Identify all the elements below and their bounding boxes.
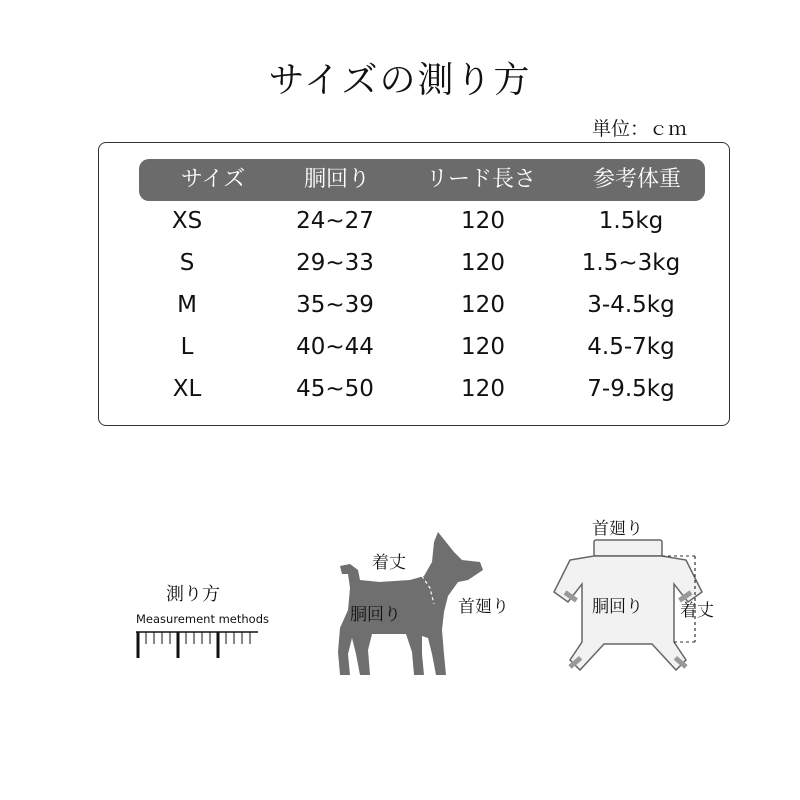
cell-size: XL [172, 376, 202, 402]
table-row [99, 243, 731, 283]
table-row [99, 201, 731, 241]
table-row [99, 369, 731, 409]
cell-size: S [179, 250, 195, 276]
cell-girth: 35~39 [296, 292, 374, 318]
page-title: サイズの測り方 [268, 60, 532, 101]
cell-lead: 120 [461, 376, 505, 402]
unit-label: 単位：ｃｍ [592, 118, 688, 140]
measuring-tape-icon [132, 628, 262, 662]
table-header [139, 159, 705, 201]
cell-lead: 120 [461, 292, 505, 318]
header-weight: 参考体重 [592, 167, 681, 192]
measure-sub-label: Measurement methods [136, 612, 270, 626]
measure-label: 測り方 [166, 584, 220, 605]
dog-length-label: 着丈 [372, 553, 406, 573]
cell-size: XS [171, 208, 203, 234]
cell-weight: 7-9.5kg [587, 376, 675, 402]
cell-lead: 120 [461, 208, 505, 234]
garment-girth-label: 胴回り [592, 597, 643, 617]
garment-neck-label: 首廻り [592, 519, 643, 539]
size-table [98, 142, 730, 426]
table-row [99, 285, 731, 325]
dog-neck-label: 首廻り [458, 597, 509, 617]
cell-size: M [177, 292, 197, 318]
header-girth: 胴回り [303, 167, 370, 192]
cell-girth: 40~44 [296, 334, 374, 360]
cell-weight: 1.5~3kg [581, 250, 681, 276]
cell-weight: 1.5kg [598, 208, 664, 234]
table-row [99, 327, 731, 367]
cell-weight: 4.5-7kg [587, 334, 675, 360]
cell-girth: 24~27 [296, 208, 374, 234]
cell-girth: 29~33 [296, 250, 374, 276]
dog-girth-label: 胴回り [350, 605, 401, 625]
cell-size: L [180, 334, 194, 360]
cell-weight: 3-4.5kg [587, 292, 675, 318]
garment-length-label: 着丈 [680, 601, 714, 621]
cell-girth: 45~50 [296, 376, 374, 402]
header-lead: リード長さ [425, 167, 536, 192]
header-size: サイズ [180, 167, 246, 192]
cell-lead: 120 [461, 334, 505, 360]
cell-lead: 120 [461, 250, 505, 276]
